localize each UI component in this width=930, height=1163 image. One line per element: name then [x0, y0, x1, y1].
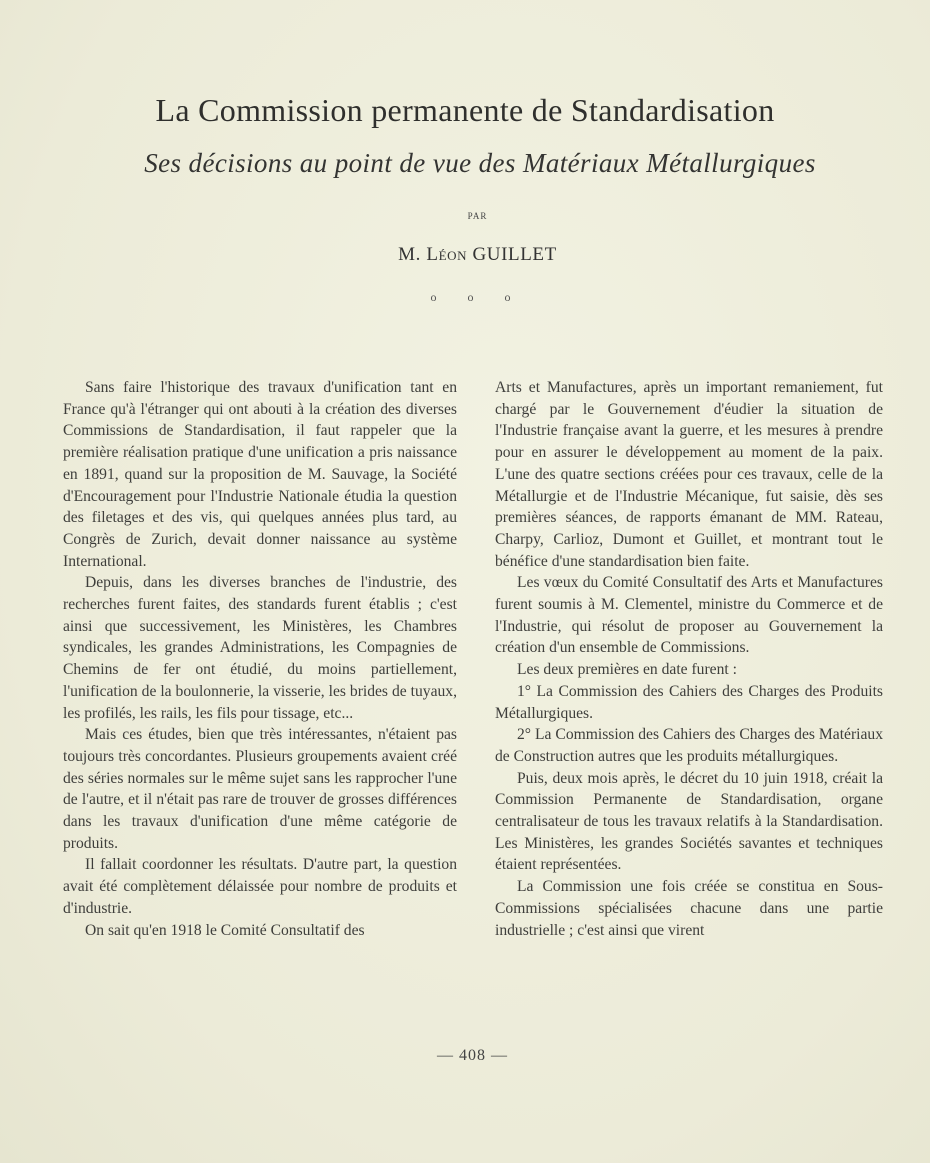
- paragraph: Arts et Manufactures, après un important remaniement, fut chargé par le Gouvernement d'éudier la situation de l'Industrie française avant la guerre, et les mesures à prendre pour en assurer le développement au moment de la paix. L'une des quatre sections créées pour ces travaux, celle de la Métallurgie et de l'Industrie Mécanique, fut saisie, dès ses premières séances, de rapports émanant de MM. Rateau, Charpy, Carlioz, Dumont et Guillet, et montrant tout le bénéfice d'une standardisation bien faite.: [495, 379, 883, 570]
- paragraph: Sans faire l'historique des travaux d'unification tant en France qu'à l'étranger qui ont abouti à la création des diverses Commissions de Standardisation, il faut rappeler que la première réalisation pratique d'une unification a pris naissance en 1891, quand sur la proposition de M. Sauvage, la Société d'Encouragement pour l'Industrie Nationale étudia la question des filetages et des vis, qui quelques années plus tard, au Congrès de Zurich, devait donner naissance au système International.: [63, 379, 457, 570]
- paragraph: Les vœux du Comité Consultatif des Arts et Manufactures furent soumis à M. Clementel, ministre du Commerce et de l'Industrie, qui résolut de proposer au Gouvernement la création d'un ensemble de Commissions.: [495, 574, 883, 657]
- section-ornament: o o o: [430, 290, 525, 304]
- paragraph: 1° La Commission des Cahiers des Charges des Produits Métallurgiques.: [495, 682, 883, 722]
- author-name: [0, 244, 930, 266]
- author-prefix: M.: [398, 244, 427, 265]
- paragraph: On sait qu'en 1918 le Comité Consultatif des: [85, 921, 365, 939]
- left-column: [63, 377, 457, 941]
- byline-par: PAR: [467, 211, 488, 221]
- paragraph: Les deux premières en date furent :: [517, 661, 737, 679]
- paragraph: Puis, deux mois après, le décret du 10 juin 1918, créait la Commission Permanente de Standardisation, organe centralisateur de tous les travaux relatifs à la Standardisation. Les Ministères, les grandes Sociétés savantes et techniques étaient représentées.: [495, 769, 883, 874]
- paragraph: Mais ces études, bien que très intéressantes, n'étaient pas toujours très concordantes. Plusieurs groupements avaient créé des séries normales sur le même sujet sans les rapprocher l'une de l'autre, et il n'était pas rare de trouver de grosses différences dans les travaux d'unification d'une même catégorie de produits.: [63, 726, 457, 852]
- page-number: — 408 —: [437, 1047, 508, 1064]
- right-column: [495, 377, 883, 941]
- article-subtitle: Ses décisions au point de vue des Matériaux Métallurgiques: [144, 148, 816, 178]
- article-title: La Commission permanente de Standardisation: [155, 92, 775, 128]
- author-first-name: Léon: [426, 244, 468, 265]
- paragraph: Il fallait coordonner les résultats. D'autre part, la question avait été complètement délaissée pour nombre de produits et d'industrie.: [63, 856, 457, 917]
- paragraph: 2° La Commission des Cahiers des Charges des Matériaux de Construction autres que les produits métallurgiques.: [495, 726, 883, 765]
- paragraph: Depuis, dans les diverses branches de l'industrie, des recherches furent faites, des standards furent établis ; c'est ainsi que successivement, les Ministères, les Chambres syndicales, les grandes Administrations, les Compagnies de Chemins de fer ont étudié, du moins partiellement, l'unification de la boulonnerie, la visserie, les brides de tuyaux, les profilés, les rails, les fils pour tissage, etc...: [63, 574, 457, 722]
- author-last-name: GUILLET: [467, 244, 557, 265]
- paragraph: La Commission une fois créée se constitua en Sous-Commissions spécialisées chacune dans une partie industrielle ; c'est ainsi que virent: [495, 878, 883, 939]
